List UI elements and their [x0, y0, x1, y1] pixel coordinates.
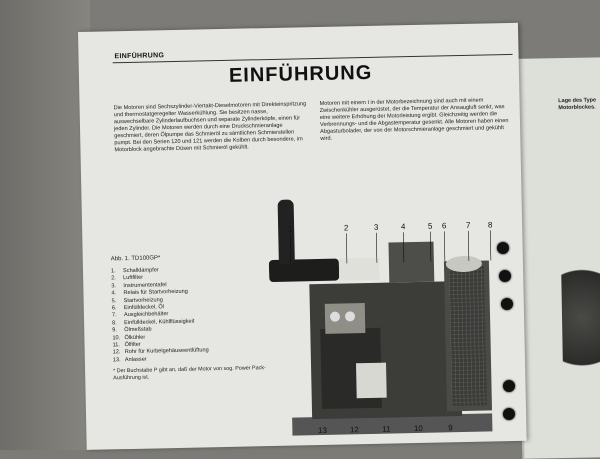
legend-number: 6.	[111, 305, 117, 312]
legend-number: 2.	[111, 275, 116, 282]
header-rule	[113, 54, 513, 63]
callout-number: 7	[465, 220, 471, 230]
oil-filter	[356, 363, 387, 399]
legend-item	[113, 355, 209, 364]
callout-number: 9	[448, 423, 453, 433]
callout-number: 6	[441, 221, 447, 231]
callout-number: 2	[343, 223, 349, 233]
legend-label: Anlasser	[124, 356, 147, 363]
callout-number: 11	[382, 424, 391, 434]
legend-label: Einfülldeckel, Öl	[123, 304, 164, 312]
legend-label: Ölkühler	[124, 334, 146, 341]
legend-number: 7.	[111, 312, 117, 319]
legend-label: Schalldämpfer	[122, 267, 159, 275]
callout-line	[490, 230, 491, 260]
legend-number: 8.	[112, 320, 117, 327]
figure-caption: Abb. 1. TD100GP*	[110, 255, 161, 263]
page-title: EINFÜHRUNG	[228, 61, 373, 87]
right-page	[516, 57, 600, 459]
callout-number: 8	[487, 220, 493, 230]
section-header: EINFÜHRUNG	[114, 52, 165, 61]
legend-label: Ausgleichbehälter	[123, 311, 169, 319]
legend-number: 12.	[112, 349, 121, 356]
turbocharger	[388, 242, 434, 283]
legend-number: 1.	[110, 268, 116, 275]
callout-number: 12	[349, 425, 359, 435]
legend-number: 10.	[112, 334, 121, 342]
air-filter	[339, 258, 379, 281]
callout-line	[444, 231, 445, 261]
binder-hole	[497, 242, 509, 254]
legend-number: 9.	[112, 327, 117, 334]
binder-hole	[503, 408, 515, 420]
binder-hole	[503, 380, 515, 392]
parts-legend	[111, 266, 209, 364]
binder-hole	[501, 298, 513, 310]
callout-number: 3	[373, 222, 379, 232]
legend-label: Ölmeßstab	[124, 326, 152, 334]
callout-number: 10	[413, 423, 423, 434]
right-page-engine-photo	[561, 257, 600, 378]
footnote: * Der Buchstabe P gibt an, daß der Motor von sog. Power Pack-Ausführung ist.	[113, 365, 266, 382]
legend-number: 13.	[112, 357, 121, 364]
legend-number: 5.	[111, 297, 117, 304]
legend-label: Instrumententafel	[123, 282, 167, 289]
legend-number: 3.	[111, 283, 117, 290]
right-page-heading: Lage des Type Motorblockes.	[558, 97, 597, 112]
callout-number: 1	[287, 224, 293, 234]
legend-label: Startvorheizung	[123, 296, 163, 304]
radiator-grille	[449, 266, 487, 407]
legend-label: Luftfilter	[123, 275, 144, 282]
callout-number: 13	[317, 425, 327, 436]
legend-label: Ölfilter	[124, 341, 141, 349]
legend-number: 11.	[112, 342, 121, 349]
callout-number: 5	[427, 221, 433, 231]
legend-label: Einfülldeckel, Kühlflüssigkeit	[124, 318, 195, 326]
legend-label: Relais für Startvorheizung	[123, 288, 188, 297]
callout-number: 4	[400, 222, 406, 232]
legend-number: 4.	[111, 290, 117, 297]
binder-hole	[499, 270, 511, 282]
intro-column-left: Die Motoren sind Sechszylinder-Viertakt-Dieselmotoren mit Direkteinspritzung und thermostatgeregelter Wasserkühlung. Sie besitzen nasse, auswechselbare Zylinderlaufbuchsen und separate Zylinderköpfe, einen für jeden Zylinder. Die Motoren werden durch eine Druckschmieranlage geschmiert, deren Ölpumpe das Schmieröl zu sämtlichen Schmierstellen pumpt. Bei den Serien 120 und 121 werden die Kolben durch besondere, im Motorblock angebrachte Düsen mit Schmieröl gekühlt.	[113, 101, 307, 154]
desk-background	[0, 0, 90, 450]
intro-column-right: Motoren mit einem I in der Motorbezeichnung sind auch mit einem Zwischenkühler ausgerüstet, der die Temperatur der Ansaugluft senkt, was eine weitere Erhöhung der Motorleistung ergibt. Gleichzeitig werden die Verbrennungs- und die Abgastemperatur gesenkt. Alle Motoren haben einen Abgasturbolader, der von der Motorschmieranlage geschmiert und gekühlt wird.	[319, 97, 509, 142]
legend-label: Rohr für Kurbelgehäuseentlüftung	[124, 347, 209, 356]
muffler	[269, 259, 339, 282]
manual-page	[78, 23, 527, 450]
bleed-through-text	[321, 161, 512, 225]
